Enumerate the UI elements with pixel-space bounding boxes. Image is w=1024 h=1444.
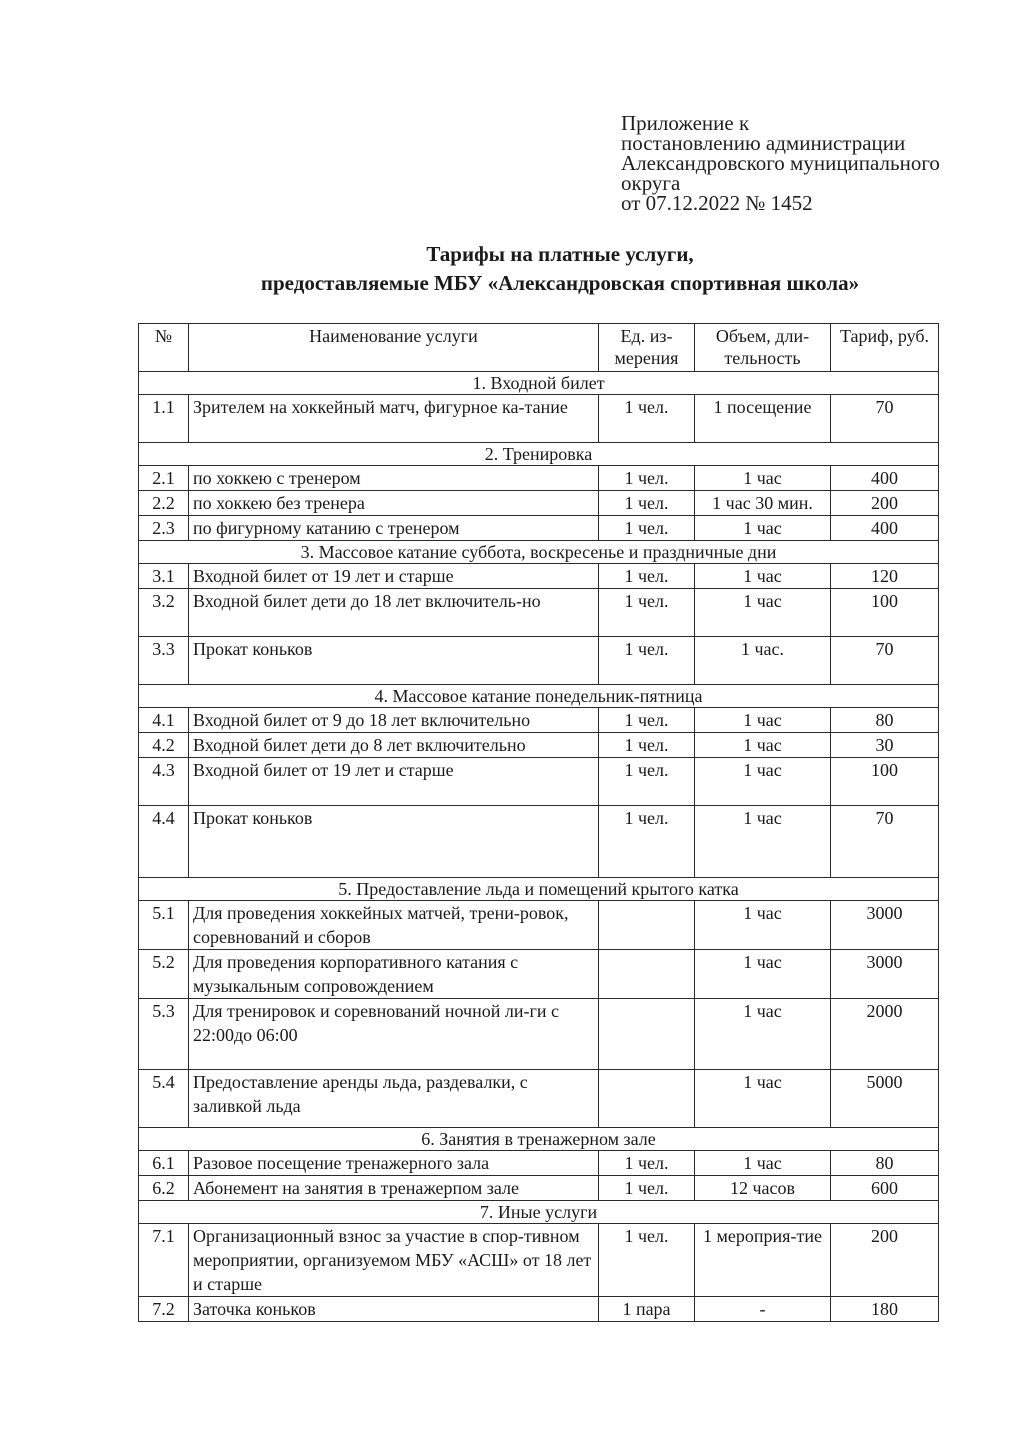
table-row [139,708,939,733]
row-num: 7.2 [139,1297,189,1322]
row-tariff: 3000 [831,901,939,950]
table-row [139,950,939,999]
row-volume: - [695,1297,831,1322]
table-row [139,1070,939,1128]
table-row [139,1224,939,1297]
row-name: Зрителем на хоккейный матч, фигурное ка-тание [189,395,599,443]
table-row [139,466,939,491]
row-tariff: 80 [831,1151,939,1176]
row-volume: 1 час [695,758,831,806]
section-title: 3. Массовое катание суббота, воскресенье и праздничные дни [139,541,939,564]
row-tariff: 400 [831,516,939,541]
row-unit: 1 пара [599,1297,695,1322]
row-unit: 1 чел. [599,466,695,491]
table-header-row [139,324,939,372]
table-row [139,999,939,1070]
table-row [139,733,939,758]
row-volume: 1 час 30 мин. [695,491,831,516]
row-tariff: 70 [831,395,939,443]
row-name: Прокат коньков [189,806,599,878]
row-volume: 1 час. [695,637,831,685]
table-row [139,1176,939,1201]
row-name: Прокат коньков [189,637,599,685]
appendix-line: постановлению администрации [621,131,906,155]
table-row [139,564,939,589]
row-num: 7.1 [139,1224,189,1297]
row-name: Входной билет от 9 до 18 лет включительно [189,708,599,733]
row-unit: 1 чел. [599,516,695,541]
row-volume: 1 час [695,950,831,999]
table-row [139,1297,939,1322]
row-unit: 1 чел. [599,564,695,589]
row-volume: 1 час [695,733,831,758]
row-num: 5.2 [139,950,189,999]
row-volume: 1 час [695,708,831,733]
appendix-line: округа [621,171,681,195]
row-unit: 1 чел. [599,395,695,443]
row-unit [599,999,695,1070]
row-volume: 1 посещение [695,395,831,443]
appendix-line: Приложение к [621,111,750,135]
row-unit: 1 чел. [599,491,695,516]
appendix-line: Александровского муниципального [621,151,940,175]
appendix-block [621,113,940,213]
row-tariff: 200 [831,491,939,516]
row-tariff: 100 [831,758,939,806]
row-volume: 1 час [695,806,831,878]
section-title: 4. Массовое катание понедельник-пятница [139,685,939,708]
row-unit [599,901,695,950]
section-row [139,1201,939,1224]
row-tariff: 600 [831,1176,939,1201]
table-row [139,589,939,637]
row-num: 5.1 [139,901,189,950]
row-volume: 1 час [695,564,831,589]
section-row [139,541,939,564]
row-num: 3.3 [139,637,189,685]
row-name: Входной билет дети до 8 лет включительно [189,733,599,758]
row-tariff: 2000 [831,999,939,1070]
row-unit: 1 чел. [599,806,695,878]
row-num: 2.1 [139,466,189,491]
section-title: 1. Входной билет [139,372,939,395]
row-volume: 1 час [695,466,831,491]
section-title: 2. Тренировка [139,443,939,466]
row-tariff: 70 [831,806,939,878]
row-unit: 1 чел. [599,1224,695,1297]
row-num: 6.2 [139,1176,189,1201]
row-name: Для проведения корпоративного катания с музыкальным сопровождением [189,950,599,999]
row-tariff: 100 [831,589,939,637]
header-num: № [139,324,189,372]
row-num: 5.3 [139,999,189,1070]
row-volume: 1 час [695,516,831,541]
section-row [139,443,939,466]
row-name: Входной билет дети до 18 лет включитель-но [189,589,599,637]
table-row [139,758,939,806]
row-name: по хоккею с тренером [189,466,599,491]
row-volume: 1 час [695,1151,831,1176]
row-tariff: 120 [831,564,939,589]
row-tariff: 70 [831,637,939,685]
title-line: предоставляемые МБУ «Александровская спортивная школа» [260,271,860,295]
row-num: 4.4 [139,806,189,878]
row-name: Входной билет от 19 лет и старше [189,564,599,589]
row-unit: 1 чел. [599,1176,695,1201]
row-num: 3.1 [139,564,189,589]
section-row [139,685,939,708]
row-tariff: 80 [831,708,939,733]
row-name: по фигурному катанию с тренером [189,516,599,541]
row-volume: 1 час [695,589,831,637]
row-unit [599,950,695,999]
row-name: Входной билет от 19 лет и старше [189,758,599,806]
header-unit: Ед. из-мерения [599,324,695,372]
table-body [139,372,939,1322]
row-unit: 1 чел. [599,1151,695,1176]
table-row [139,1151,939,1176]
section-title: 7. Иные услуги [139,1201,939,1224]
section-row [139,878,939,901]
row-tariff: 200 [831,1224,939,1297]
table-row [139,395,939,443]
row-unit: 1 чел. [599,708,695,733]
row-tariff: 30 [831,733,939,758]
table-row [139,806,939,878]
appendix-line: от 07.12.2022 № 1452 [621,191,813,215]
document-title [130,240,990,298]
row-volume: 1 час [695,1070,831,1128]
row-num: 2.2 [139,491,189,516]
row-name: Заточка коньков [189,1297,599,1322]
title-line: Тарифы на платные услуги, [426,242,694,266]
table-row [139,637,939,685]
row-unit [599,1070,695,1128]
row-num: 4.3 [139,758,189,806]
section-title: 5. Предоставление льда и помещений крытого катка [139,878,939,901]
section-title: 6. Занятия в тренажерном зале [139,1128,939,1151]
table-row [139,516,939,541]
row-unit: 1 чел. [599,637,695,685]
section-row [139,372,939,395]
section-row [139,1128,939,1151]
row-unit: 1 чел. [599,589,695,637]
row-name: Абонемент на занятия в тренажерпом зале [189,1176,599,1201]
row-volume: 12 часов [695,1176,831,1201]
row-num: 3.2 [139,589,189,637]
row-tariff: 5000 [831,1070,939,1128]
row-tariff: 180 [831,1297,939,1322]
row-unit: 1 чел. [599,758,695,806]
header-tariff: Тариф, руб. [831,324,939,372]
row-volume: 1 мероприя-тие [695,1224,831,1297]
row-name: Для тренировок и соревнований ночной ли-ги с 22:00до 06:00 [189,999,599,1070]
tariffs-table [138,323,939,1322]
row-num: 1.1 [139,395,189,443]
row-name: Организационный взнос за участие в спор-тивном мероприятии, организуемом МБУ «АСШ» от 18 лет и старше [189,1224,599,1297]
row-tariff: 3000 [831,950,939,999]
row-name: по хоккею без тренера [189,491,599,516]
header-name: Наименование услуги [189,324,599,372]
row-name: Предоставление аренды льда, раздевалки, с заливкой льда [189,1070,599,1128]
row-num: 5.4 [139,1070,189,1128]
row-unit: 1 чел. [599,733,695,758]
row-num: 4.1 [139,708,189,733]
header-volume: Объем, дли-тельность [695,324,831,372]
row-tariff: 400 [831,466,939,491]
table-row [139,491,939,516]
row-num: 6.1 [139,1151,189,1176]
row-name: Разовое посещение тренажерного зала [189,1151,599,1176]
row-volume: 1 час [695,999,831,1070]
row-volume: 1 час [695,901,831,950]
row-name: Для проведения хоккейных матчей, трени-ровок, соревнований и сборов [189,901,599,950]
row-num: 4.2 [139,733,189,758]
row-num: 2.3 [139,516,189,541]
table-row [139,901,939,950]
